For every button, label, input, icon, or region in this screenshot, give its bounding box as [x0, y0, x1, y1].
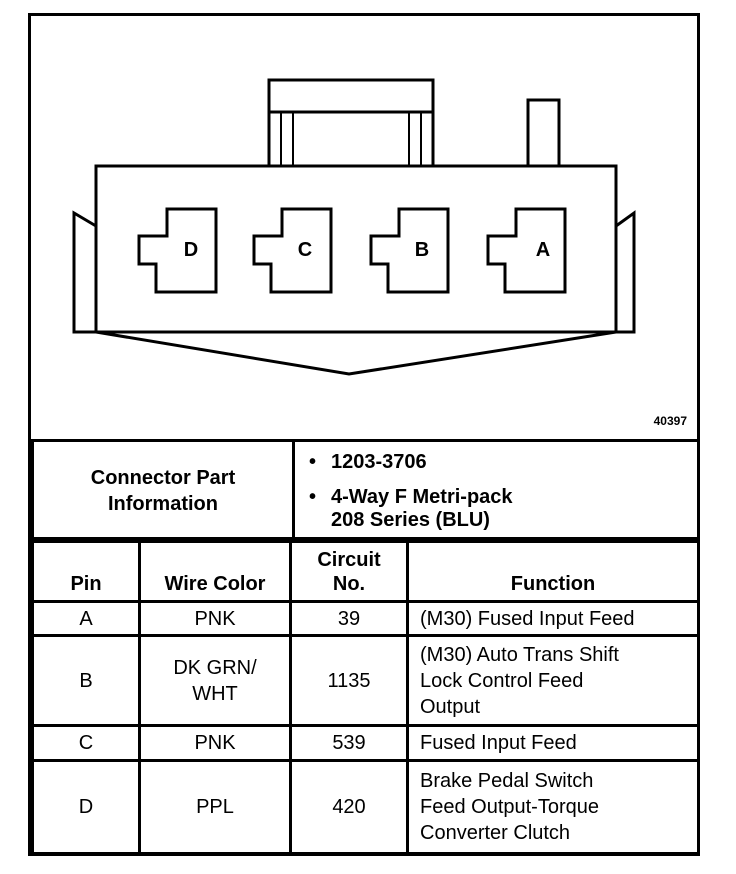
row-function-line-1: (M30) Auto Trans Shift	[420, 643, 619, 666]
row-wire-color	[140, 636, 291, 726]
pin-label-a: A	[535, 239, 551, 261]
connector-key-tab	[528, 100, 559, 166]
row-pin: A	[33, 602, 140, 636]
row-circuit: 1135	[291, 636, 408, 726]
connector-info-label-line-1: Connector Part	[90, 467, 236, 489]
connector-left-wing	[74, 213, 96, 332]
connector-info-table	[31, 439, 700, 543]
row-function	[408, 636, 699, 726]
pin-cavity-a	[488, 209, 565, 292]
connector-description-line-2: 208 Series (BLU)	[331, 508, 490, 531]
table-row	[33, 761, 699, 854]
header-function: Function	[408, 539, 699, 602]
reference-number: 40397	[653, 414, 687, 428]
connector-info-label	[33, 441, 294, 542]
row-function-line-3: Converter Clutch	[420, 822, 571, 844]
header-wire-color: Wire Color	[140, 539, 291, 602]
pin-label-d: D	[183, 239, 199, 261]
header-circuit	[291, 539, 408, 602]
pin-table	[31, 537, 700, 855]
row-wire-color: PNK	[140, 602, 291, 636]
header-circuit-line-2: No.	[332, 573, 366, 595]
row-function-line-2: Lock Control Feed	[420, 669, 584, 692]
connector-diagram	[31, 16, 697, 439]
row-wire-color: PPL	[140, 761, 291, 854]
pin-label-b: B	[414, 239, 430, 261]
pin-cavity-c	[254, 209, 331, 292]
table-row	[33, 602, 699, 636]
row-function-line-3: Output	[420, 695, 481, 718]
table-row	[33, 726, 699, 761]
part-number: 1203-3706	[331, 450, 427, 473]
header-circuit-line-1: Circuit	[317, 549, 381, 571]
row-wire-color-line-2: WHT	[192, 682, 238, 705]
row-function: Fused Input Feed	[408, 726, 699, 761]
pin-cavity-d	[139, 209, 216, 292]
connector-description-line-1: • 4-Way F Metri-pack	[331, 485, 513, 508]
row-circuit: 39	[291, 602, 408, 636]
row-function	[408, 761, 699, 854]
header-pin: Pin	[33, 539, 140, 602]
pin-table-header	[33, 539, 699, 602]
pin-label-c: C	[297, 239, 313, 261]
connector-info-label-line-2: Information	[108, 493, 218, 515]
row-pin: B	[33, 636, 140, 726]
row-pin: D	[33, 761, 140, 854]
pin-cavity-b	[371, 209, 448, 292]
row-circuit: 420	[291, 761, 408, 854]
row-pin: C	[33, 726, 140, 761]
row-function-line-1: Brake Pedal Switch	[420, 770, 594, 792]
connector-drawing	[31, 16, 697, 439]
connector-sheet	[28, 13, 700, 856]
connector-info-values	[294, 441, 699, 542]
connector-right-wing	[616, 213, 634, 332]
row-wire-color: PNK	[140, 726, 291, 761]
row-wire-color-line-1: DK GRN/	[173, 656, 257, 679]
row-circuit: 539	[291, 726, 408, 761]
row-function: (M30) Fused Input Feed	[408, 602, 699, 636]
connector-bottom-chevron	[96, 332, 616, 374]
table-row	[33, 636, 699, 726]
row-function-line-2: Feed Output-Torque	[420, 796, 599, 818]
